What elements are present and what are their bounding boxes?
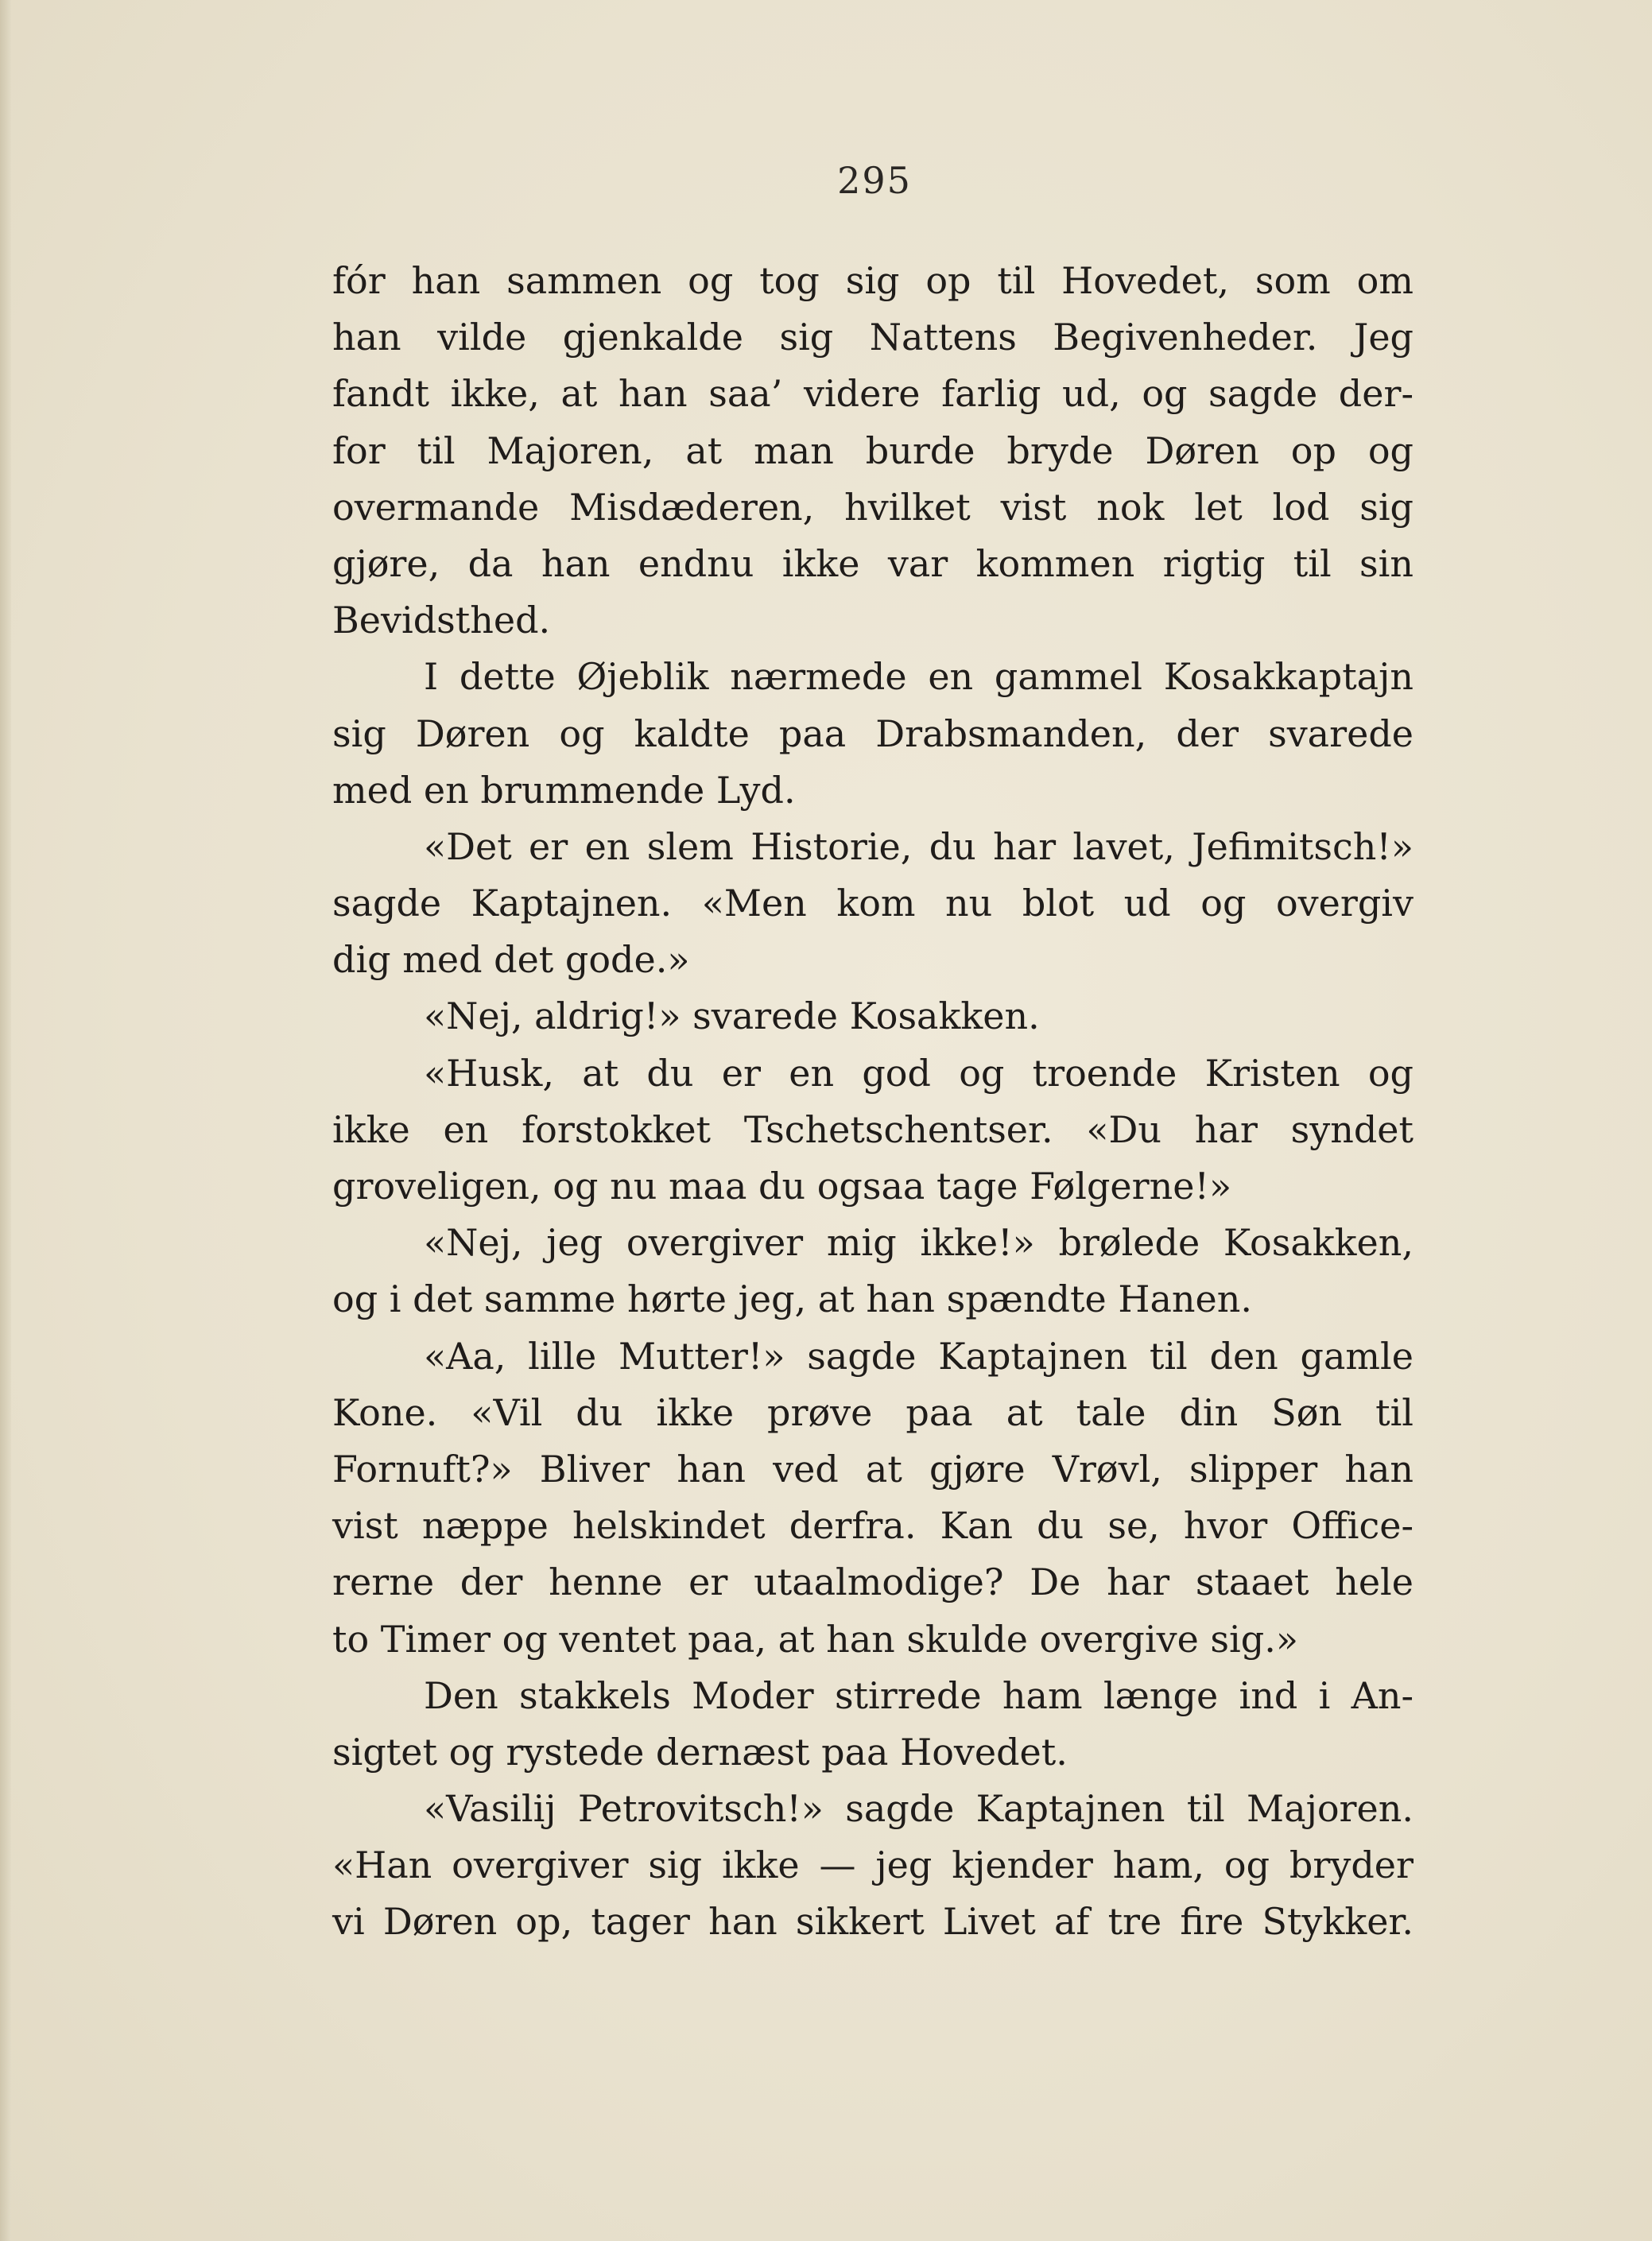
text-line: groveligen, og nu maa du ogsaa tage Følgerne!» (332, 1165, 1232, 1208)
text-line: og i det samme hørte jeg, at han spændte Hanen. (332, 1278, 1252, 1321)
text-line: «Nej, aldrig!» svarede Kosakken. (424, 994, 1040, 1038)
text-line: ikke en forstokket Tschetschentser. «Du har syndet (332, 1107, 1414, 1151)
text-line: rerne der henne er utaalmodige? De har staaet hele (332, 1561, 1414, 1604)
text-line: vist næppe helskindet derfra. Kan du se, hvor Office- (332, 1504, 1414, 1548)
text-line: «Vasilij Petrovitsch!» sagde Kaptajnen til Majoren. (424, 1787, 1414, 1831)
text-line: gjøre, da han endnu ikke var kommen rigtig til sin (332, 541, 1414, 585)
text-line: Fornuft?» Bliver han ved at gjøre Vrøvl, slipper han (332, 1447, 1414, 1491)
text-line: sigtet og rystede dernæst paa Hovedet. (332, 1730, 1068, 1774)
body-text (332, 253, 1414, 1951)
text-line: sig Døren og kaldte paa Drabsmanden, der svarede (332, 711, 1414, 755)
text-line: I dette Øjeblik nærmede en gammel Kosakkaptajn (424, 655, 1414, 699)
text-line: med en brummende Lyd. (332, 768, 796, 812)
text-line: dig med det gode.» (332, 938, 690, 982)
text-line: to Timer og ventet paa, at han skulde overgive sig.» (332, 1617, 1298, 1661)
text-line: «Husk, at du er en god og troende Kristen og (424, 1051, 1414, 1095)
text-line: fandt ikke, at han saa’ videre farlig ud, og sagde der- (332, 372, 1414, 416)
text-line: Den stakkels Moder stirrede ham længe ind i An- (424, 1673, 1414, 1717)
text-line: «Nej, jeg overgiver mig ikke!» brølede Kosakken, (424, 1221, 1414, 1265)
page-number: 295 (837, 159, 912, 202)
text-line: overmande Misdæderen, hvilket vist nok let lod sig (332, 485, 1414, 529)
text-line: Kone. «Vil du ikke prøve paa at tale din Søn til (332, 1390, 1414, 1434)
text-line: «Aa, lille Mutter!» sagde Kaptajnen til den gamle (424, 1334, 1414, 1378)
text-line: vi Døren op, tager han sikkert Livet af tre fire Stykker. (332, 1900, 1414, 1944)
text-line: for til Majoren, at man burde bryde Døren op og (332, 428, 1414, 472)
text-line: «Det er en slem Historie, du har lavet, Jefimitsch!» (424, 824, 1414, 868)
text-line: fór han sammen og tog sig op til Hovedet, som om (332, 259, 1414, 302)
text-line: «Han overgiver sig ikke — jeg kjender ham, og bryder (332, 1844, 1414, 1887)
text-line: Bevidsthed. (332, 599, 551, 642)
binding-edge (0, 0, 11, 2241)
text-line: sagde Kaptajnen. «Men kom nu blot ud og overgiv (332, 882, 1414, 925)
text-line: han vilde gjenkalde sig Nattens Begivenheder. Jeg (332, 316, 1414, 359)
